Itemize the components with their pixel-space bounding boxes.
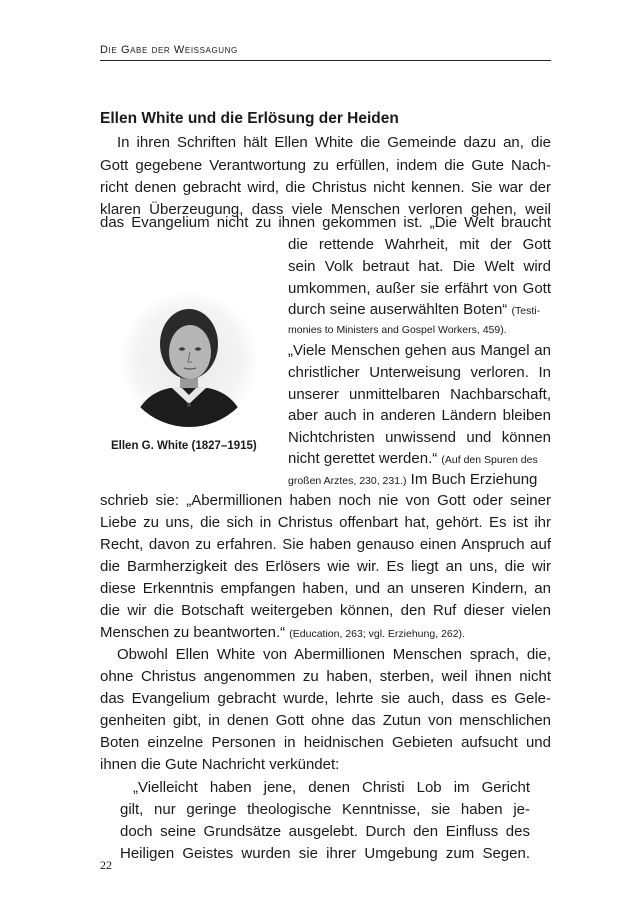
section-title: Ellen White und die Erlösung der Heiden bbox=[100, 110, 399, 127]
body-line bbox=[288, 449, 551, 470]
quote-line: gilt, nur geringe theologische Kenntnisse, sie haben je- bbox=[120, 801, 530, 818]
body-line: unserer unmittelbaren Nachbarschaft, bbox=[288, 386, 551, 403]
body-line: Gott gegebene Verantwortung zu erfüllen, indem die Gute Nach- bbox=[100, 157, 551, 174]
citation: monies to Ministers and Gospel Workers, 459). bbox=[288, 324, 507, 336]
body-line: die wir die Botschaft weitergeben können, den Ruf dieser vielen bbox=[100, 602, 551, 619]
body-line: Obwohl Ellen White von Abermillionen Menschen sprach, die, bbox=[117, 646, 551, 663]
body-line bbox=[288, 300, 551, 321]
body-line: ohne Christus angenommen zu haben, sterben, weil ihnen nicht bbox=[100, 668, 551, 685]
citation: (Auf den Spuren des bbox=[441, 454, 538, 466]
body-text: nicht gerettet werden.“ bbox=[288, 450, 438, 467]
citation: (Education, 263; vgl. Erziehung, 262). bbox=[289, 628, 465, 640]
body-line: Liebe zu uns, die sich in Christus offenbart hat, gehört. Es ist ihr bbox=[100, 514, 551, 531]
running-head: Die Gabe der Weissagung bbox=[100, 44, 238, 56]
body-line bbox=[288, 470, 551, 491]
quote-line: doch seine Grundsätze ausgelebt. Durch den Einfluss des bbox=[120, 823, 530, 840]
body-line: Recht, davon zu erfahren. Sie haben genauso einen Anspruch auf bbox=[100, 536, 551, 553]
body-line: ihnen die Gute Nachricht verkündet: bbox=[100, 756, 340, 773]
body-text: durch seine auserwählten Boten“ bbox=[288, 301, 508, 318]
body-line: Nichtchristen unwissend und können bbox=[288, 429, 551, 446]
page-number: 22 bbox=[100, 858, 112, 872]
body-text: Im Buch Erziehung bbox=[410, 471, 538, 488]
body-line: genheiten gibt, in denen Gott ohne das Zutun von menschlichen bbox=[100, 712, 551, 729]
body-line bbox=[100, 623, 551, 644]
body-line: richt denen gebracht wird, die Christus nicht kennen. Sie war der bbox=[100, 179, 551, 196]
body-line: das Evangelium nicht zu ihnen gekommen ist. „Die Welt braucht bbox=[100, 214, 551, 231]
quote-line: Heiligen Geistes wurden sie ihrer Umgebung zum Segen. bbox=[120, 845, 530, 862]
portrait-photo bbox=[120, 292, 258, 427]
body-line: das Evangelium gebracht wurde, lehrte sie auch, dass es Gele- bbox=[100, 690, 551, 707]
body-line: schrieb sie: „Abermillionen haben noch nie von Gott oder seiner bbox=[100, 492, 551, 509]
body-line: Boten einzelne Personen in heidnischen Gebieten aufsucht und bbox=[100, 734, 551, 751]
body-line: In ihren Schriften hält Ellen White die Gemeinde dazu an, die bbox=[117, 134, 551, 151]
citation: großen Arztes, 230, 231.) bbox=[288, 475, 407, 487]
body-line: die Barmherzigkeit des Erlösers wie wir. Es liegt an uns, die wir bbox=[100, 558, 551, 575]
quote-line: „Vielleicht haben jene, denen Christi Lob im Gericht bbox=[133, 779, 530, 796]
body-line: aber auch in anderen Ländern bleiben bbox=[288, 407, 551, 424]
body-line: klaren Überzeugung, dass viele Menschen verloren gehen, weil bbox=[100, 201, 551, 218]
body-line: sein Volk betraut hat. Die Welt wird bbox=[288, 258, 551, 275]
portrait-illustration bbox=[120, 292, 258, 427]
body-line: diese Erkenntnis empfangen haben, und an unseren Kindern, an bbox=[100, 580, 551, 597]
photo-caption: Ellen G. White (1827–1915) bbox=[111, 440, 257, 452]
citation: (Testi- bbox=[511, 305, 541, 317]
header-rule bbox=[100, 60, 551, 61]
body-line: „Viele Menschen gehen aus Mangel an bbox=[288, 342, 551, 359]
body-line: christlicher Unterweisung verloren. In bbox=[288, 364, 551, 381]
body-line: die rettende Wahrheit, mit der Gott bbox=[288, 236, 551, 253]
body-line: umkommen, außer sie erfährt von Gott bbox=[288, 280, 551, 297]
body-text: Menschen zu beantworten.“ bbox=[100, 624, 286, 641]
